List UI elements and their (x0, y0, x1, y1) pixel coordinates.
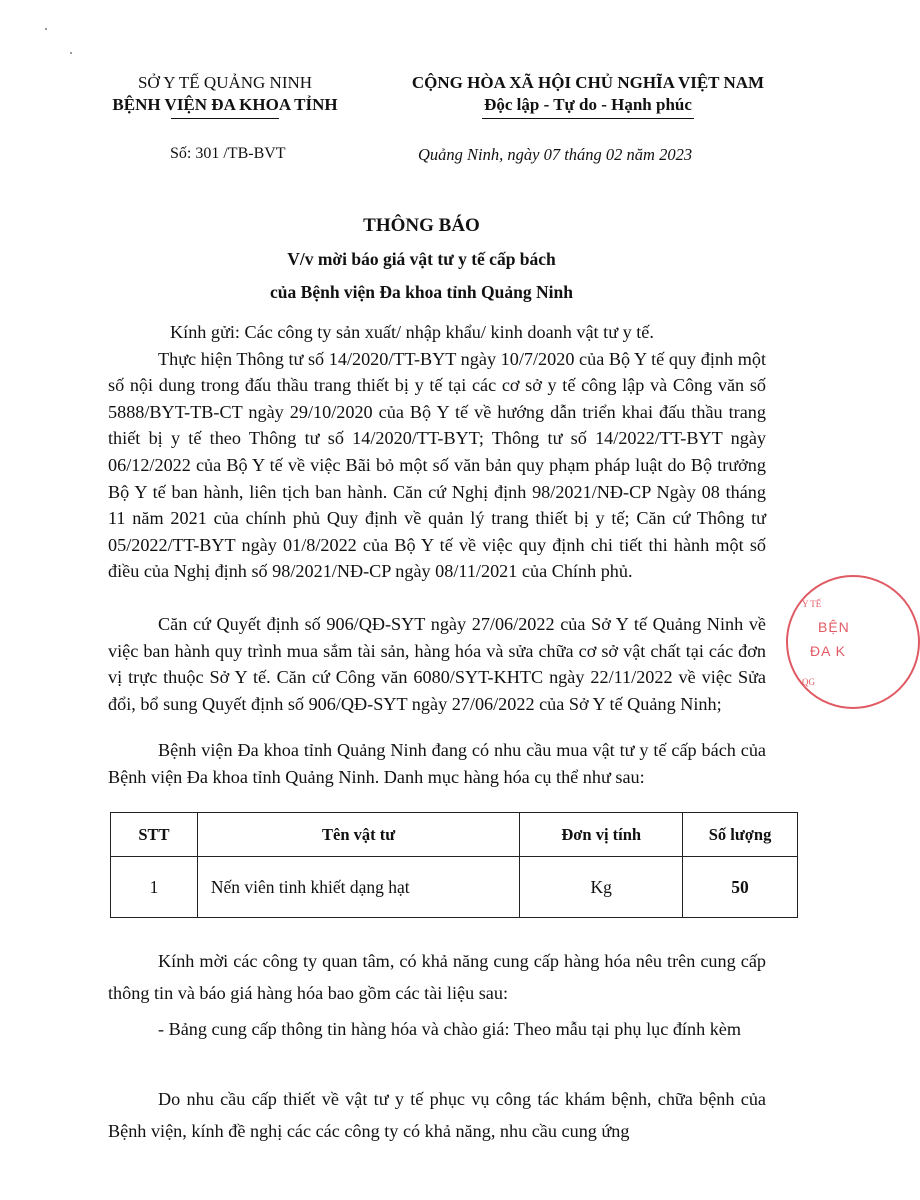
cell-quantity: 50 (683, 857, 798, 918)
column-header-name: Tên vật tư (197, 813, 519, 857)
document-subject-line2: của Bệnh viện Đa khoa tỉnh Quảng Ninh (270, 282, 573, 302)
scan-speck (70, 52, 72, 54)
column-header-quantity: Số lượng (683, 813, 798, 857)
column-header-unit: Đơn vị tính (520, 813, 683, 857)
issuer-underline (171, 118, 279, 119)
nation-name: CỘNG HÒA XÃ HỘI CHỦ NGHĨA VIỆT NAM (411, 73, 765, 92)
issuer-block (80, 72, 370, 119)
cell-item-name: Nến viên tinh khiết dạng hạt (197, 857, 519, 918)
place-date: Quảng Ninh, ngày 07 tháng 02 năm 2023 (418, 145, 693, 164)
greeting: Kính gửi: Các công ty sản xuất/ nhập khẩu/ kinh doanh vật tư y tế. (170, 322, 654, 342)
national-motto: Độc lập - Tự do - Hạnh phúc (484, 95, 692, 114)
table-header-row (111, 813, 798, 857)
document-number: Số: 301 /TB-BVT (170, 145, 286, 162)
body-section-3 (108, 737, 766, 790)
items-table (110, 812, 798, 918)
document-subject: V/v mời báo giá vật tư y tế cấp bách (287, 249, 556, 269)
paragraph-urgency: Do nhu cầu cấp thiết về vật tư y tế phục vụ công tác khám bệnh, chữa bệnh của Bệnh viện, kính đề nghị các các công ty có khả năng, nhu cầu cung ứng (108, 1089, 766, 1141)
paragraph-invitation: Kính mời các công ty quan tâm, có khả năng cung cấp hàng hóa nêu trên cung cấp thông tin và báo giá hàng hóa bao gồm các tài liệu sau: (108, 951, 766, 1003)
cell-unit: Kg (520, 857, 683, 918)
stamp-bottom-text: QG (802, 677, 815, 687)
stamp-text-line1: BỆN (818, 619, 850, 635)
paragraph-document-item: - Bảng cung cấp thông tin hàng hóa và chào giá: Theo mẫu tại phụ lục đính kèm (158, 1019, 742, 1039)
paragraph-need: Bệnh viện Đa khoa tỉnh Quảng Ninh đang có nhu cầu mua vật tư y tế cấp bách của Bệnh viện Đa khoa tỉnh Quảng Ninh. Danh mục hàng hóa cụ thể như sau: (108, 740, 766, 787)
national-heading (378, 72, 798, 119)
paragraph-decision: Căn cứ Quyết định số 906/QĐ-SYT ngày 27/06/2022 của Sở Y tế Quảng Ninh về việc ban hành quy trình mua sắm tài sản, hàng hóa và sửa chữa cơ sở vật chất tại các đơn vị trực thuộc Sở Y tế. Căn cứ Công văn 6080/SYT-KHTC ngày 22/11/2022 về việc Sửa đổi, bổ sung Quyết định số 906/QĐ-SYT ngày 27/06/2022 của Sở Y tế Quảng Ninh; (108, 614, 766, 714)
document-title: THÔNG BÁO (363, 215, 480, 236)
paragraph-legal-basis: Thực hiện Thông tư số 14/2020/TT-BYT ngày 10/7/2020 của Bộ Y tế quy định một số nội dung trong đấu thầu trang thiết bị y tế tại các cơ sở y tế công lập và Công văn số 5888/BYT-TB-CT ngày 29/10/2020 của Bộ Y tế về hướng dẫn triển khai đấu thầu trang thiết bị y tế theo Thông tư số 14/2020/TT-BYT; Thông tư số 14/2022/TT-BYT ngày 06/12/2022 của Bộ Y tế về việc Bãi bỏ một số văn bản quy phạm pháp luật do Bộ trưởng Bộ Y tế ban hành, liên tịch ban hành. Căn cứ Nghị định 98/2021/NĐ-CP Ngày 08 tháng 11 năm 2021 của chính phủ Quy định về quản lý trang thiết bị y tế; Căn cứ Thông tư 05/2022/TT-BYT ngày 01/8/2022 của Bộ Y tế về việc quy định chi tiết thi hành một số điều của Nghị định số 98/2021/NĐ-CP ngày 08/11/2021 của Chính phủ. (108, 348, 766, 582)
hospital-name: BỆNH VIỆN ĐA KHOA TỈNH (112, 95, 338, 114)
body-section-5 (108, 1083, 766, 1147)
body-section-1 (108, 319, 766, 585)
column-header-stt: STT (111, 813, 198, 857)
stamp-text-line2: ĐA K (810, 643, 846, 659)
stamp-top-text: Y TẾ (802, 599, 822, 609)
body-section-4 (108, 945, 766, 1045)
motto-underline (482, 118, 694, 119)
cell-stt: 1 (111, 857, 198, 918)
scan-speck (45, 28, 47, 30)
table-row (111, 857, 798, 918)
body-section-2 (108, 611, 766, 717)
agency-name: SỞ Y TẾ QUẢNG NINH (137, 73, 313, 92)
official-stamp (786, 575, 920, 709)
